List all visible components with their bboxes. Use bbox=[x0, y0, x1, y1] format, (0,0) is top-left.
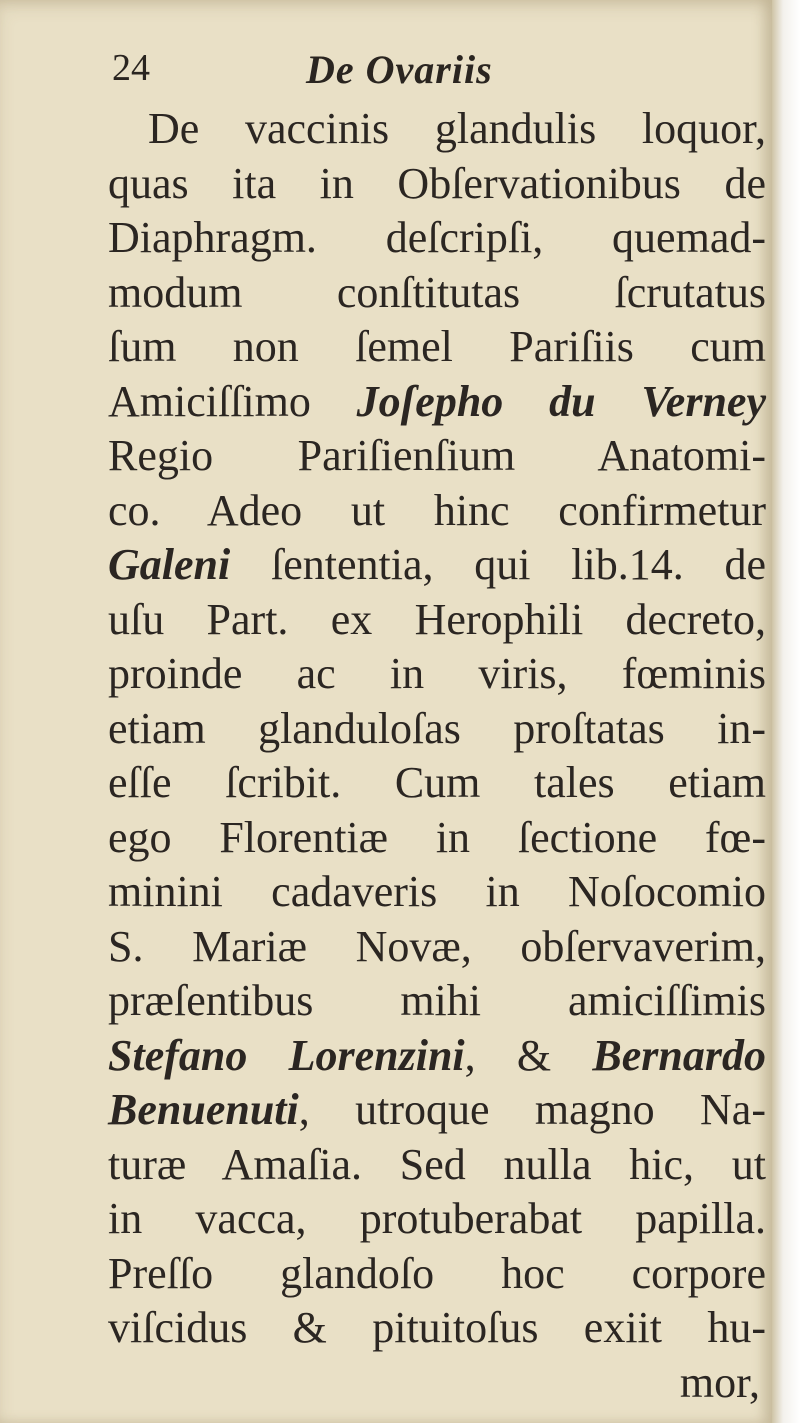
text-line bbox=[108, 429, 766, 484]
text-segment: co. Adeo ut hinc confirmetur bbox=[108, 485, 766, 535]
text-segment: S. Mariæ Novæ, obſervaverim, bbox=[108, 921, 766, 971]
text-segment: modum conſtitutas ſcrutatus bbox=[108, 267, 766, 317]
text-line bbox=[108, 1138, 766, 1193]
text-line bbox=[108, 974, 766, 1029]
italic-name: Benuenuti bbox=[108, 1085, 299, 1134]
text-segment: ego Florentiæ in ſectione fœ- bbox=[108, 812, 766, 862]
text-line bbox=[108, 266, 766, 321]
text-line bbox=[108, 1192, 766, 1247]
italic-name: Galeni bbox=[108, 540, 231, 589]
text-line bbox=[108, 375, 766, 430]
text-segment: , utroque magno Na- bbox=[298, 1085, 766, 1134]
text-segment: viſcidus & pituitoſus exiit hu- bbox=[108, 1303, 766, 1352]
text-segment: minini cadaveris in Noſocomio bbox=[108, 867, 766, 916]
text-line bbox=[108, 811, 766, 866]
running-title: De Ovariis bbox=[306, 47, 493, 92]
text-line bbox=[108, 484, 766, 539]
text-segment: Preſſo glandoſo hoc corpore bbox=[108, 1248, 766, 1298]
text-line bbox=[108, 320, 766, 375]
text-line bbox=[108, 157, 766, 212]
text-line bbox=[108, 702, 766, 757]
text-segment: Amiciſſimo bbox=[108, 376, 357, 426]
text-line bbox=[108, 1247, 766, 1302]
italic-name: Bernardo bbox=[592, 1030, 766, 1080]
italic-name: Joſepho du Verney bbox=[356, 376, 766, 426]
text-segment: turæ Amaſia. Sed nulla hic, ut bbox=[108, 1139, 766, 1189]
text-line bbox=[108, 1356, 766, 1411]
text-segment: in vacca, protuberabat papilla. bbox=[108, 1194, 766, 1243]
text-segment: , & bbox=[464, 1030, 593, 1080]
text-segment: proinde ac in viris, fœminis bbox=[108, 649, 766, 698]
text-line bbox=[108, 1301, 766, 1356]
text-segment: etiam glanduloſas proſtatas in- bbox=[108, 703, 766, 753]
text-line bbox=[108, 920, 766, 975]
page-number: 24 bbox=[112, 47, 150, 89]
text-line bbox=[108, 593, 766, 648]
text-segment: De vaccinis glandulis loquor, bbox=[148, 104, 766, 153]
body-text bbox=[108, 102, 766, 1410]
text-segment: ſum non ſemel Pariſiis cum bbox=[108, 322, 766, 371]
text-segment: Diaphragm. deſcripſi, quemad- bbox=[108, 213, 766, 262]
italic-name: Stefano Lorenzini bbox=[108, 1030, 465, 1080]
text-line bbox=[108, 1083, 766, 1138]
text-segment: quas ita in Obſervationibus de bbox=[108, 158, 766, 208]
text-segment: ſententia, qui lib.14. de bbox=[230, 540, 766, 589]
text-segment: Regio Pariſienſium Anatomi- bbox=[108, 431, 766, 480]
page-header bbox=[112, 46, 772, 106]
text-line bbox=[108, 211, 766, 266]
text-line bbox=[108, 865, 766, 920]
text-line bbox=[108, 538, 766, 593]
text-line bbox=[108, 756, 766, 811]
text-segment: eſſe ſcribit. Cum tales etiam bbox=[108, 758, 766, 807]
text-line bbox=[108, 1029, 766, 1084]
text-line bbox=[108, 102, 766, 157]
text-segment: uſu Part. ex Herophili decreto, bbox=[108, 594, 766, 644]
page-edge bbox=[772, 0, 800, 1423]
text-segment: præſentibus mihi amiciſſimis bbox=[108, 976, 766, 1025]
text-line bbox=[108, 647, 766, 702]
text-segment: mor, bbox=[679, 1357, 760, 1407]
